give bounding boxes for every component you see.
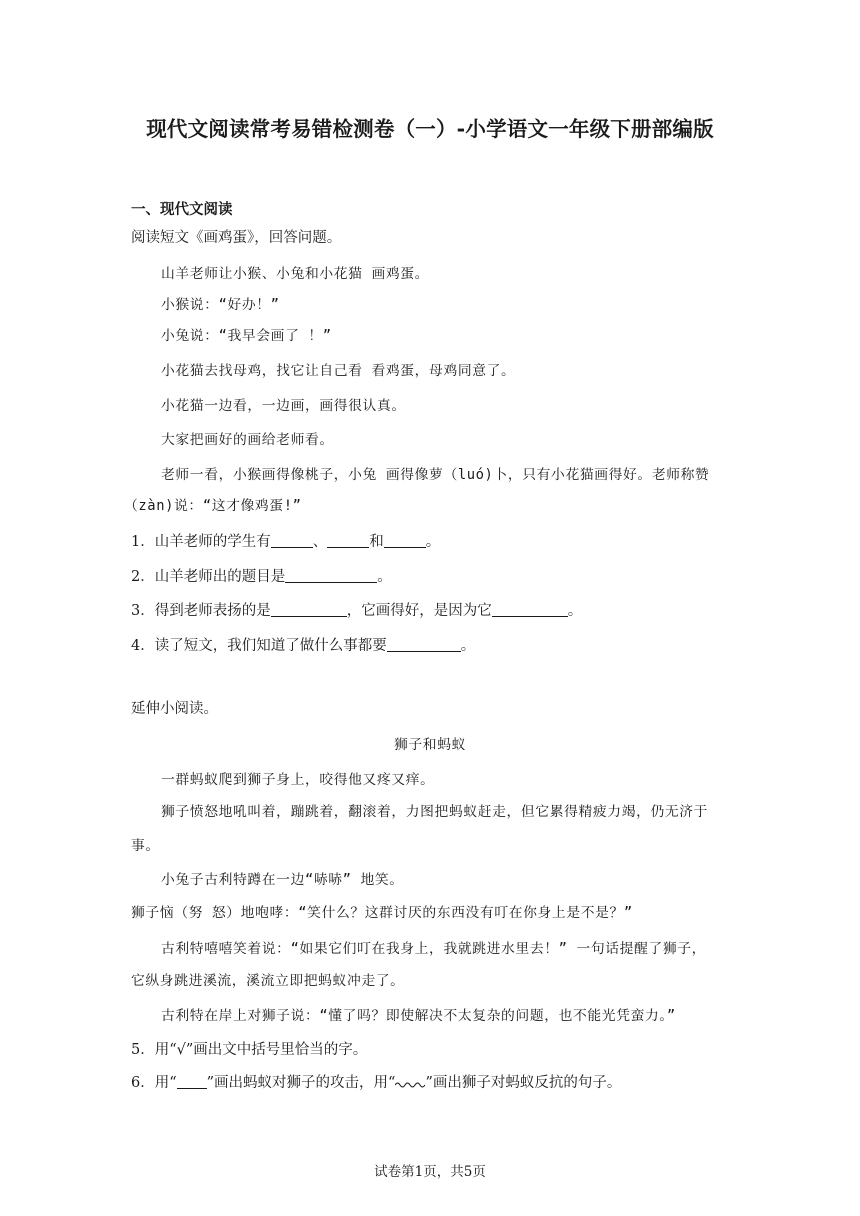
straight-line-mark [177,1074,207,1089]
question-2 [131,565,392,586]
story-line: 狮子恼（努 怒）地咆哮：“笑什么？这群讨厌的东西没有叮在你身上是不是？” [131,905,633,921]
story-line: 它纵身跳进溪流，溪流立即把蚂蚁冲走了。 [131,973,405,989]
section-heading: 一、现代文阅读 [131,202,233,218]
passage-line: 小猴说：“好办！” [161,297,280,313]
answer-blank[interactable] [285,568,377,583]
passage-line: 老师一看，小猴画得像桃子，小兔 画得像萝（luó)卜，只有小花猫画得好。老师称赞 [161,467,710,483]
story-line: 小兔子古利特蹲在一边“哧哧” 地笑。 [161,872,404,888]
question-text: 、 [312,534,328,550]
question-text: 。 [377,569,392,585]
passage-line: 大家把画好的画给老师看。 [161,432,334,448]
question-text: 和 [369,534,384,550]
answer-blank[interactable] [271,602,347,617]
story-line: 一群蚂蚁爬到狮子身上，咬得他又疼又痒。 [161,772,435,788]
page-footer: 试卷第1页，共5页 [374,1164,486,1180]
passage-line: 小花猫去找母鸡，找它让自己看 看鸡蛋，母鸡同意了。 [161,363,516,379]
page-title: 现代文阅读常考易错检测卷（一）-小学语文一年级下册部编版 [146,117,714,141]
question-text: 3．得到老师表扬的是 [131,603,271,619]
reading-intro: 阅读短文《画鸡蛋》，回答问题。 [131,230,342,246]
question-text: 4．读了短文，我们知道了做什么事都要 [131,638,387,654]
question-4 [131,634,475,655]
answer-blank[interactable] [271,533,313,548]
passage-line: 小花猫一边看，一边画，画得很认真。 [161,398,406,414]
answer-blank[interactable] [387,637,461,652]
story-title: 狮子和蚂蚁 [394,737,466,753]
question-text: ，它画得好，是因为它 [346,603,492,619]
story-line: 古利特嘻嘻笑着说：“如果它们叮在我身上，我就跳进水里去！” 一句话提醒了狮子， [161,941,707,957]
wavy-line-mark [395,1080,425,1088]
passage-line: （zàn)说：“这才像鸡蛋!” [124,498,302,514]
extended-reading-intro: 延伸小阅读。 [131,701,218,717]
question-text: 1．山羊老师的学生有 [131,534,271,550]
question-5: 5．用“√”画出文中括号里恰当的字。 [131,1042,368,1058]
question-text: 。 [425,534,441,550]
question-text: 6．用“ [131,1075,177,1091]
question-text: 。 [460,638,476,654]
question-text: ”画出蚂蚁对狮子的攻击，用“ [206,1075,396,1091]
passage-line: 小兔说：“我早会画了 ！” [161,328,332,344]
question-1 [131,530,440,551]
answer-blank[interactable] [327,533,369,548]
question-6 [131,1071,621,1092]
question-3 [131,599,582,620]
story-line: 古利特在岸上对狮子说：“懂了吗？即使解决不太复杂的问题，也不能光凭蛮力。” [161,1008,676,1024]
question-text: 。 [567,603,583,619]
question-text: ”画出狮子对蚂蚁反抗的句子。 [425,1075,622,1091]
answer-blank[interactable] [492,602,568,617]
question-text: 2．山羊老师出的题目是 [131,569,286,585]
story-line: 狮子愤怒地吼叫着，蹦跳着，翻滚着，力图把蚂蚁赶走，但它累得精疲力竭，仍无济于 [161,804,709,820]
story-line: 事。 [131,838,160,854]
passage-line: 山羊老师让小猴、小兔和小花猫 画鸡蛋。 [161,266,430,282]
answer-blank[interactable] [384,533,426,548]
